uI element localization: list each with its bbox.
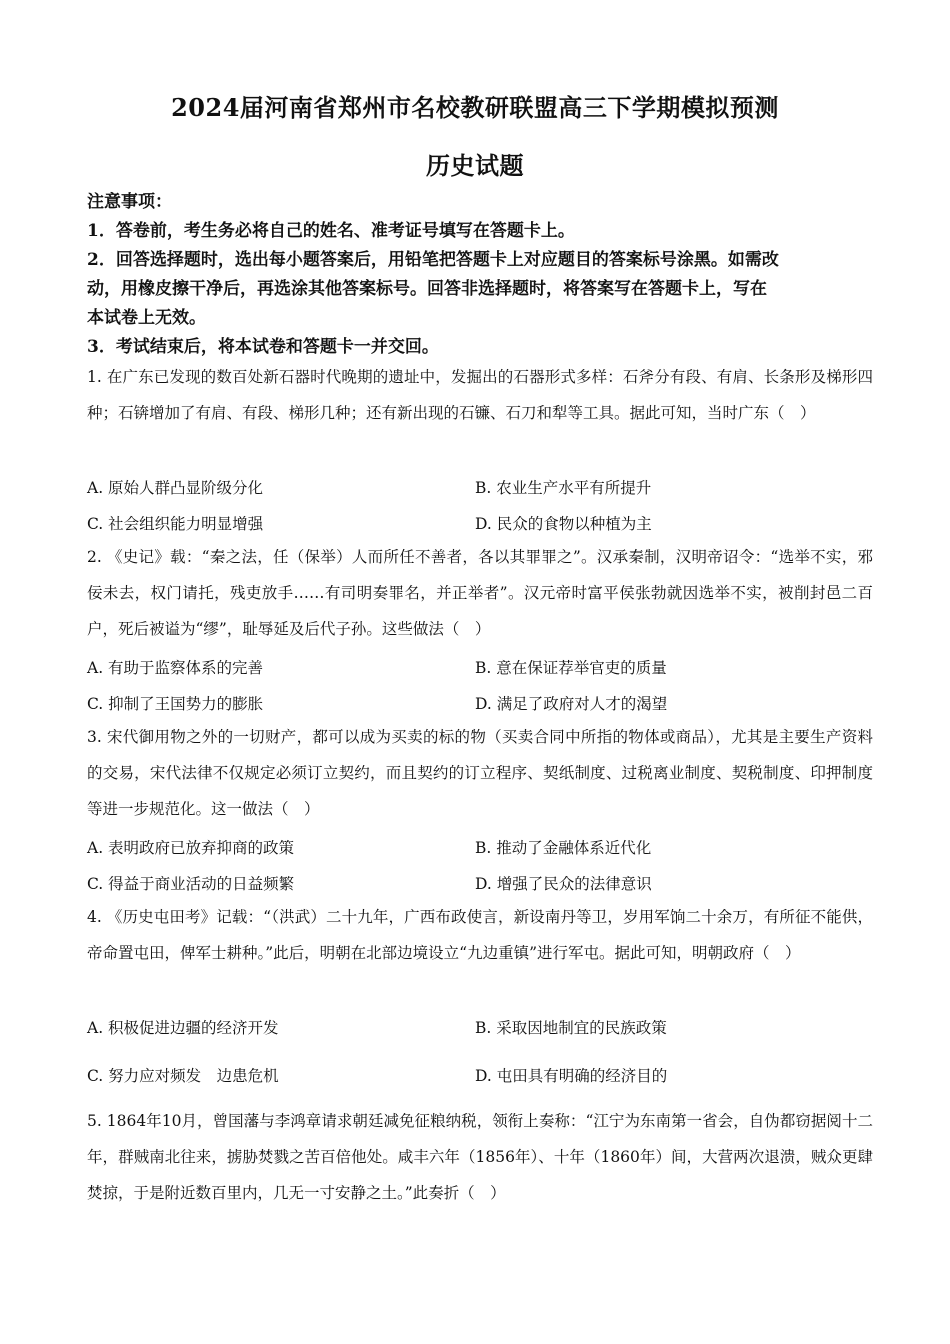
question-stem: 1. 在广东已发现的数百处新石器时代晚期的遗址中，发掘出的石器形式多样：石斧分有段、有肩、长条形及梯形四种；石锛增加了有肩、有段、梯形几种；还有新出现的石镰、石刀和犁等工具。据此可知，当时广东（ ）	[87, 368, 873, 422]
option-d[interactable]: D. 满足了政府对人才的渴望	[475, 695, 668, 713]
option-d[interactable]: D. 屯田具有明确的经济目的	[475, 1067, 668, 1085]
option-b[interactable]: B. 意在保证荐举官吏的质量	[475, 659, 667, 677]
option-b[interactable]: B. 农业生产水平有所提升	[475, 479, 652, 497]
option-c[interactable]: C. 得益于商业活动的日益频繁	[87, 875, 295, 893]
option-c[interactable]: C. 努力应对频发 边患危机	[87, 1067, 279, 1085]
question-1	[87, 359, 873, 431]
exam-title: 2024届河南省郑州市名校教研联盟高三下学期模拟预测	[171, 93, 779, 122]
option-a[interactable]: A. 有助于监察体系的完善	[87, 659, 264, 677]
notice-item-2-line-2: 动，用橡皮擦干净后，再选涂其他答案标号。回答非选择题时，将答案写在答题卡上，写在	[87, 279, 767, 299]
notice-item-1: 1．答卷前，考生务必将自己的姓名、准考证号填写在答题卡上。	[87, 221, 575, 241]
option-c[interactable]: C. 社会组织能力明显增强	[87, 515, 264, 533]
question-stem: 3. 宋代御用物之外的一切财产，都可以成为买卖的标的物（买卖合同中所指的物体或商品），尤其是主要生产资料的交易，宋代法律不仅规定必须订立契约，而且契约的订立程序、契纸制度、过税离业制度、契税制度、印押制度等进一步规范化。这一做法（ ）	[87, 728, 873, 818]
option-b[interactable]: B. 采取因地制宜的民族政策	[475, 1019, 667, 1037]
notice-item-3: 3．考试结束后，将本试卷和答题卡一并交回。	[87, 337, 439, 357]
question-stem: 5. 1864年10月，曾国藩与李鸿章请求朝廷减免征粮纳税，领衔上奏称：“江宁为东南第一省会，自伪都窃据阅十二年，群贼南北往来，掳胁焚戮之苦百倍他处。咸丰六年（1856年）、十年（1860年）间，大营两次退溃，贼众更肆焚掠，于是附近数百里内，几无一寸安静之土。”此奏折（ ）	[87, 1112, 873, 1202]
option-a[interactable]: A. 积极促进边疆的经济开发	[87, 1019, 279, 1037]
question-2	[87, 539, 873, 647]
question-stem: 2. 《史记》载：“秦之法，任（保举）人而所任不善者，各以其罪罪之”。汉承秦制，汉明帝诏令：“选举不实，邪佞未去，权门请托，残吏放手……有司明奏罪名，并正举者”。汉元帝时富平侯张勃就因选举不实，被削封邑二百户，死后被谥为“缪”，耻辱延及后代子孙。这些做法（ ）	[87, 548, 873, 638]
question-stem: 4. 《历史屯田考》记载：“（洪武）二十九年，广西布政使言，新设南丹等卫，岁用军饷二十余万，有所征不能供，帝命置屯田，俾军士耕种。”此后，明朝在北部边境设立“九边重镇”进行军屯。据此可知，明朝政府（ ）	[87, 908, 873, 962]
option-a[interactable]: A. 表明政府已放弃抑商的政策	[87, 839, 295, 857]
question-5	[87, 1103, 873, 1211]
notice-item-2-line-3: 本试卷上无效。	[87, 308, 206, 328]
option-d[interactable]: D. 增强了民众的法律意识	[475, 875, 652, 893]
question-3	[87, 719, 873, 827]
option-a[interactable]: A. 原始人群凸显阶级分化	[87, 479, 264, 497]
question-4	[87, 899, 873, 971]
exam-subtitle: 历史试题	[426, 151, 524, 180]
notice-heading: 注意事项：	[87, 192, 172, 212]
notice-item-2-line-1: 2．回答选择题时，选出每小题答案后，用铅笔把答题卡上对应题目的答案标号涂黑。如需改	[87, 250, 779, 270]
option-c[interactable]: C. 抑制了王国势力的膨胀	[87, 695, 264, 713]
notice-section	[87, 188, 867, 362]
option-b[interactable]: B. 推动了金融体系近代化	[475, 839, 652, 857]
option-d[interactable]: D. 民众的食物以种植为主	[475, 515, 652, 533]
